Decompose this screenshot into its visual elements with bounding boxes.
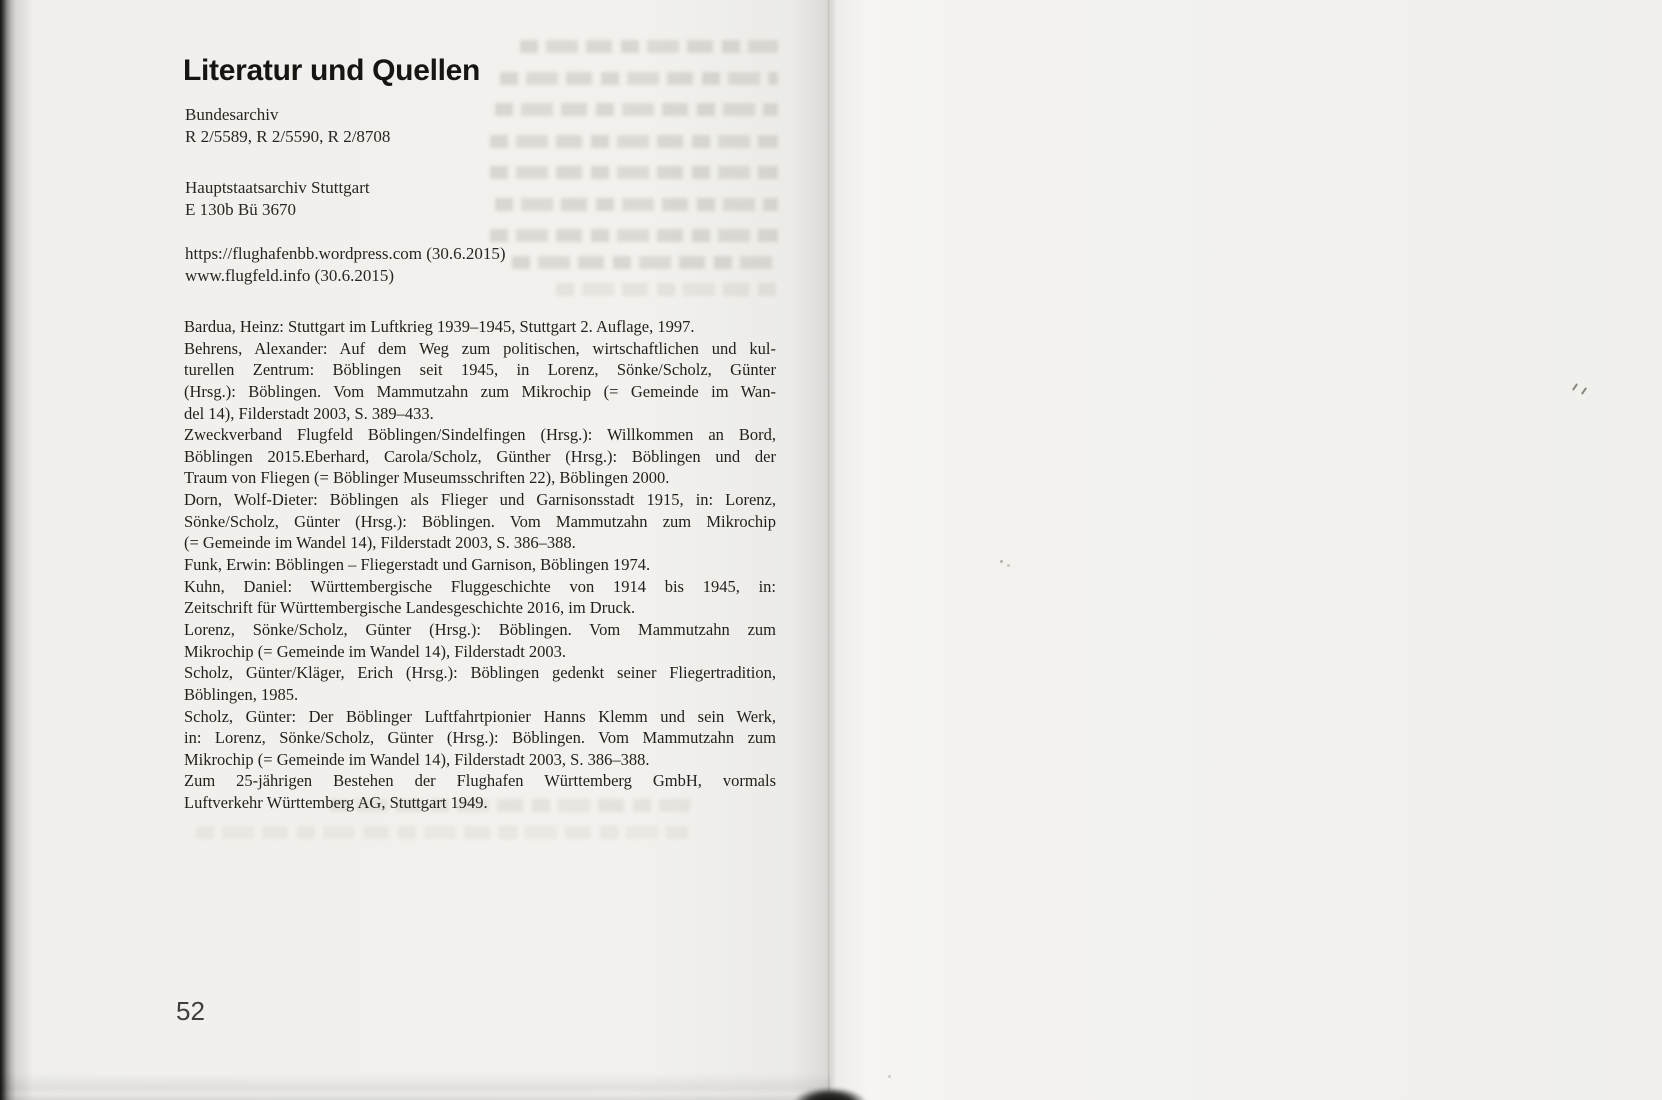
right-page bbox=[831, 0, 1662, 1100]
archive-group-bundesarchiv bbox=[185, 104, 785, 148]
page-bottom-shadow bbox=[0, 1072, 831, 1100]
bib-line: Zum 25-jährigen Bestehen der Flughafen Württemberg GmbH, vormals bbox=[184, 771, 776, 791]
bib-line: Kuhn, Daniel: Württembergische Fluggeschichte von 1914 bis 1945, in: bbox=[184, 576, 776, 596]
bib-line: in: Lorenz, Sönke/Scholz, Günter (Hrsg.): Böblingen. Vom Mammutzahn zum bbox=[184, 728, 776, 748]
bib-line: Zeitschrift für Württembergische Landesgeschichte 2016, im Druck. bbox=[184, 598, 636, 618]
bib-line: Zweckverband Flugfeld Böblingen/Sindelfingen (Hrsg.): Willkommen an Bord, bbox=[184, 425, 776, 445]
page-edge-left bbox=[0, 0, 34, 1100]
archive-line: Bundesarchiv bbox=[185, 105, 279, 124]
paper-speck bbox=[888, 1075, 891, 1078]
bib-line: Bardua, Heinz: Stuttgart im Luftkrieg 1939–1945, Stuttgart 2. Auflage, 1997. bbox=[184, 317, 695, 336]
bib-line: turellen Zentrum: Böblingen seit 1945, in Lorenz, Sönke/Scholz, Günter bbox=[184, 360, 776, 380]
paper-speck bbox=[1007, 564, 1010, 567]
bib-line: del 14), Filderstadt 2003, S. 389–433. bbox=[184, 403, 434, 423]
archive-group-hauptstaatsarchiv bbox=[185, 177, 785, 221]
showthrough-line bbox=[490, 229, 778, 242]
bib-line: (Hrsg.): Böblingen. Vom Mammutzahn zum Mikrochip (= Gemeinde im Wan- bbox=[184, 381, 776, 401]
showthrough-line bbox=[520, 40, 778, 53]
gutter-bottom-shadow bbox=[795, 1088, 865, 1100]
archive-line: E 130b Bü 3670 bbox=[185, 200, 296, 219]
bib-line: Funk, Erwin: Böblingen – Fliegerstadt und Garnison, Böblingen 1974. bbox=[184, 555, 651, 575]
showthrough-line bbox=[500, 72, 778, 85]
archive-group-websites bbox=[185, 243, 785, 287]
bib-line: Luftverkehr Württemberg AG, Stuttgart 1949. bbox=[184, 793, 488, 813]
bib-line: Böblingen 2015.Eberhard, Carola/Scholz, Günther (Hrsg.): Böblingen und der bbox=[184, 446, 776, 466]
showthrough-line bbox=[196, 826, 688, 839]
bib-line: Scholz, Günter: Der Böblinger Luftfahrtpionier Hanns Klemm und sein Werk, bbox=[184, 706, 776, 726]
archive-line: Hauptstaatsarchiv Stuttgart bbox=[185, 178, 370, 197]
bibliography bbox=[184, 316, 776, 814]
paper-speck bbox=[1000, 560, 1003, 563]
bib-line: Lorenz, Sönke/Scholz, Günter (Hrsg.): Böblingen. Vom Mammutzahn zum bbox=[184, 619, 776, 639]
gutter-fold bbox=[828, 0, 831, 1100]
page-number: 52 bbox=[176, 996, 205, 1026]
archive-line: www.flugfeld.info (30.6.2015) bbox=[185, 266, 394, 285]
bib-line: Böblingen, 1985. bbox=[184, 684, 299, 704]
bib-line: Mikrochip (= Gemeinde im Wandel 14), Filderstadt 2003, S. 386–388. bbox=[184, 749, 650, 769]
bib-line: Dorn, Wolf-Dieter: Böblingen als Flieger und Garnisonsstadt 1915, in: Lorenz, bbox=[184, 490, 776, 510]
bib-line: Mikrochip (= Gemeinde im Wandel 14), Filderstadt 2003. bbox=[184, 641, 567, 661]
archive-line: https://flughafenbb.wordpress.com (30.6.2015) bbox=[185, 244, 506, 263]
bib-line: (= Gemeinde im Wandel 14), Filderstadt 2003, S. 386–388. bbox=[184, 533, 576, 553]
bib-line: Scholz, Günter/Kläger, Erich (Hrsg.): Böblingen gedenkt seiner Fliegertradition, bbox=[184, 663, 776, 683]
page-title: Literatur und Quellen bbox=[183, 54, 481, 88]
bib-line: Sönke/Scholz, Günter (Hrsg.): Böblingen. Vom Mammutzahn zum Mikrochip bbox=[184, 511, 776, 531]
archive-line: R 2/5589, R 2/5590, R 2/8708 bbox=[185, 127, 391, 146]
bib-line: Behrens, Alexander: Auf dem Weg zum politischen, wirtschaftlichen und kul- bbox=[184, 338, 776, 358]
bib-line: Traum von Fliegen (= Böblinger Museumsschriften 22), Böblingen 2000. bbox=[184, 468, 670, 488]
